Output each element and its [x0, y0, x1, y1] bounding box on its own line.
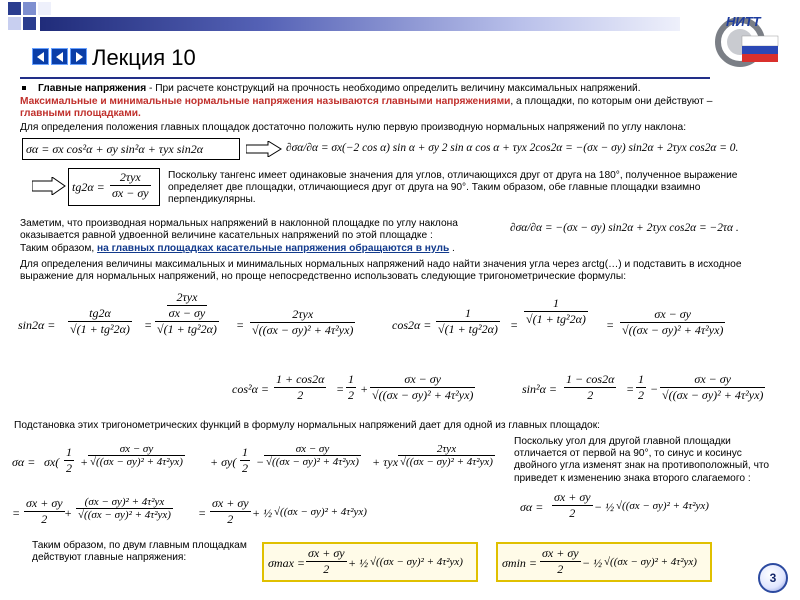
result-arrow-icon: [32, 177, 66, 195]
sqrt-term: √((σx − σy)² + 4τ²yx): [604, 556, 697, 568]
conclusion-zero-shear: Таким образом, на главных площадках касательные напряжения обращаются в нуль .: [20, 243, 455, 254]
cos2a-result: $\frac{\sigma x - \sigma y}{\text{√((σx − σy)² + 4τ²yx)}}$: [622, 307, 724, 337]
sin-squared-lhs: sin²α =: [522, 382, 557, 396]
arrow-right-icon: [74, 52, 84, 62]
half-sum-frac: $\frac{\sigma x + \sigma y}{2}$: [554, 490, 591, 520]
eq-sign: =: [144, 318, 153, 332]
cos-squared-lhs: cos²α =: [232, 382, 269, 396]
lecture-title: Лекция 10: [92, 45, 196, 70]
cos2a-nested-frac: $\frac{1}{\text{√(1 + tg²2α)}}$: [526, 296, 586, 326]
eq-sign: =: [626, 382, 635, 396]
sigma-max-lhs: σmax =: [268, 556, 306, 570]
sx-cos-frac: $\frac{\sigma x - \sigma y}{\text{√((σx − σy)² + 4τ²yx)}}$: [90, 443, 183, 468]
tau-term: + τyx: [372, 455, 399, 469]
arrow-left-icon: [36, 52, 46, 62]
plus-half: + ½: [252, 506, 273, 520]
tg2a-lhs: tg2α =: [72, 180, 105, 194]
derivative-formula: ∂σα/∂α = σx(−2 cos α) sin α + σy 2 sin α cos α + τyx 2cos2α = −(σx − σy) sin2α + 2τyx cos2α = 0.: [286, 142, 739, 154]
page-number-badge: 3: [758, 563, 788, 593]
tau-sin-frac: $\frac{\text{2τyx}}{\text{√((σx − σy)² + 4τ²yx)}}$: [400, 443, 493, 468]
sqrt-term: √((σx − σy)² + 4τ²yx): [370, 556, 463, 568]
minus-half: − ½: [594, 500, 615, 514]
cos2a-tg-frac: $\frac{1}{\text{√(1 + tg²2α)}}$: [438, 306, 498, 336]
tangent-explanation: Поскольку тангенс имеет одинаковые значения для углов, отличающихся друг от друга на 180°, полученное выражение определяет две площадки, отличающиеся друг от друга на 90°. Таким образом, обе главные площадки взаимно перпендикулярны.: [168, 170, 738, 206]
sigma-alpha-formula: σα = σx cos²α + σy sin²α + τyx sin2α: [26, 142, 204, 156]
intro-paragraph: Главные напряжения - При расчете конструкций на прочность необходимо определить величину максимальных напряжений.: [38, 83, 641, 94]
arrow-left-icon: [55, 52, 65, 62]
eq-sign: =: [198, 506, 207, 520]
sigma-alpha-second-lhs: σα =: [520, 500, 544, 514]
next-slide-button[interactable]: [70, 48, 87, 65]
sin-squared-frac: $\frac{1 - \cos 2\alpha}{2}$: [566, 372, 615, 402]
cos-squared-half: $\frac{1}{2}$: [348, 372, 354, 402]
derivative-intro: Для определения положения главных площадок достаточно положить нулю первую производную нормальных напряжений по углу наклона:: [20, 122, 687, 133]
minus-half: − ½: [582, 556, 603, 570]
plus-sign: +: [80, 455, 89, 469]
previous-slide-button[interactable]: [32, 48, 49, 65]
back-button[interactable]: [51, 48, 68, 65]
sigma-min-lhs: σmin =: [502, 556, 538, 570]
final-conclusion: Таким образом, по двум главным площадкам действуют главные напряжения:: [32, 540, 247, 564]
half-frac: $\frac{1}{2}$: [66, 445, 72, 475]
sin2a-result: $\frac{\text{2τyx}}{\text{√((σx − σy)² + 4τ²yx)}}$: [252, 307, 354, 337]
sigma-alpha-lhs: σα =: [12, 455, 36, 469]
sin-squared-right: $\frac{\sigma x - \sigma y}{\text{√((σx − σy)² + 4τ²yx)}}$: [662, 372, 764, 402]
sigma-y-term: + σy(: [210, 455, 237, 469]
cos-squared-right: $\frac{\sigma x - \sigma y}{\text{√((σx − σy)² + 4τ²yx)}}$: [372, 372, 474, 402]
sqrt-term: √((σx − σy)² + 4τ²yx): [616, 500, 709, 512]
minus-sign: −: [256, 455, 265, 469]
sin-squared-half: $\frac{1}{2}$: [638, 372, 644, 402]
half-frac: $\frac{1}{2}$: [242, 445, 248, 475]
eq-sign: =: [236, 318, 245, 332]
implies-arrow-icon: [246, 141, 282, 157]
header-gradient-bar: [40, 17, 680, 31]
shear-remark: Заметим, что производная нормальных напряжений в наклонной площадке по углу наклона оказывается равной удвоенной величине касательных напряжений по этой площадке :: [20, 218, 458, 242]
plus-sign: +: [64, 506, 73, 520]
derivative-shear-formula: ∂σα/∂α = −(σx − σy) sin2α + 2τyx cos2α = −2τα .: [510, 222, 739, 234]
eq-sign: =: [606, 318, 615, 332]
half-sum-frac: $\frac{\sigma x + \sigma y}{2}$: [542, 546, 579, 576]
bullet-icon: [22, 86, 26, 90]
sin2a-tg-frac: $\frac{tg2\alpha}{\text{√(1 + tg²2α)}}$: [70, 306, 130, 336]
cos-squared-frac: $\frac{1 + \cos 2\alpha}{2}$: [276, 372, 325, 402]
sy-cos-frac: $\frac{\sigma x - \sigma y}{\text{√((σx − σy)² + 4τ²yx)}}$: [266, 443, 359, 468]
second-plane-remark: Поскольку угол для другой главной площадки отличается от первой на 90°, то синус и косинус двойного угла изменят знак на противоположный, что приведет к изменению знака второго слагаемого :: [514, 436, 770, 484]
squared-over-sqrt-frac: $\frac{\text{(σx − σy)² + 4τ²yx}}{\text{√((σx − σy)² + 4τ²yx)}}$: [78, 496, 171, 521]
tg2a-fraction: $\frac{\text{2τyx}}{\sigma x - \sigma y}$: [112, 170, 149, 200]
cos2a-lhs: cos2α =: [392, 318, 432, 332]
sigma-x-term: σx(: [44, 455, 60, 469]
definition-paragraph: Максимальные и минимальные нормальные напряжения называются главными напряжениями, а площадки, по которым они действуют – главными площадками.: [20, 96, 713, 120]
plus-half: + ½: [348, 556, 369, 570]
eq-sign: =: [510, 318, 519, 332]
sin2a-lhs: sin2α =: [18, 318, 56, 332]
half-sum-frac: $\frac{\sigma x + \sigma y}{2}$: [26, 496, 63, 526]
trig-intro: Для определения величины максимальных и минимальных нормальных напряжений надо найти значения угла через arctg(…) и подставить в исходное выражение для нормальных напряжений, но проще непосредственно использовать следующие тригонометрические формулы:: [20, 259, 742, 283]
university-logo: [712, 10, 784, 68]
title-underline: [20, 77, 710, 79]
half-sum-frac: $\frac{\sigma x + \sigma y}{2}$: [308, 546, 345, 576]
plus-sign: +: [360, 382, 369, 396]
half-sum-frac: $\frac{\sigma x + \sigma y}{2}$: [212, 496, 249, 526]
svg-text:НИТТ: НИТТ: [726, 14, 761, 29]
minus-sign: −: [650, 382, 659, 396]
substitution-intro: Подстановка этих тригонометрических функций в формулу нормальных напряжений дает для одной из главных площадок:: [14, 420, 601, 431]
eq-sign: =: [12, 506, 21, 520]
sin2a-nested-frac: $\frac{\frac{\text{2τyx}}{\sigma x - \sigma y}}{\text{√(1 + tg²2α)}}$: [157, 290, 217, 336]
eq-sign: =: [336, 382, 345, 396]
sqrt-term: √((σx − σy)² + 4τ²yx): [274, 506, 367, 518]
